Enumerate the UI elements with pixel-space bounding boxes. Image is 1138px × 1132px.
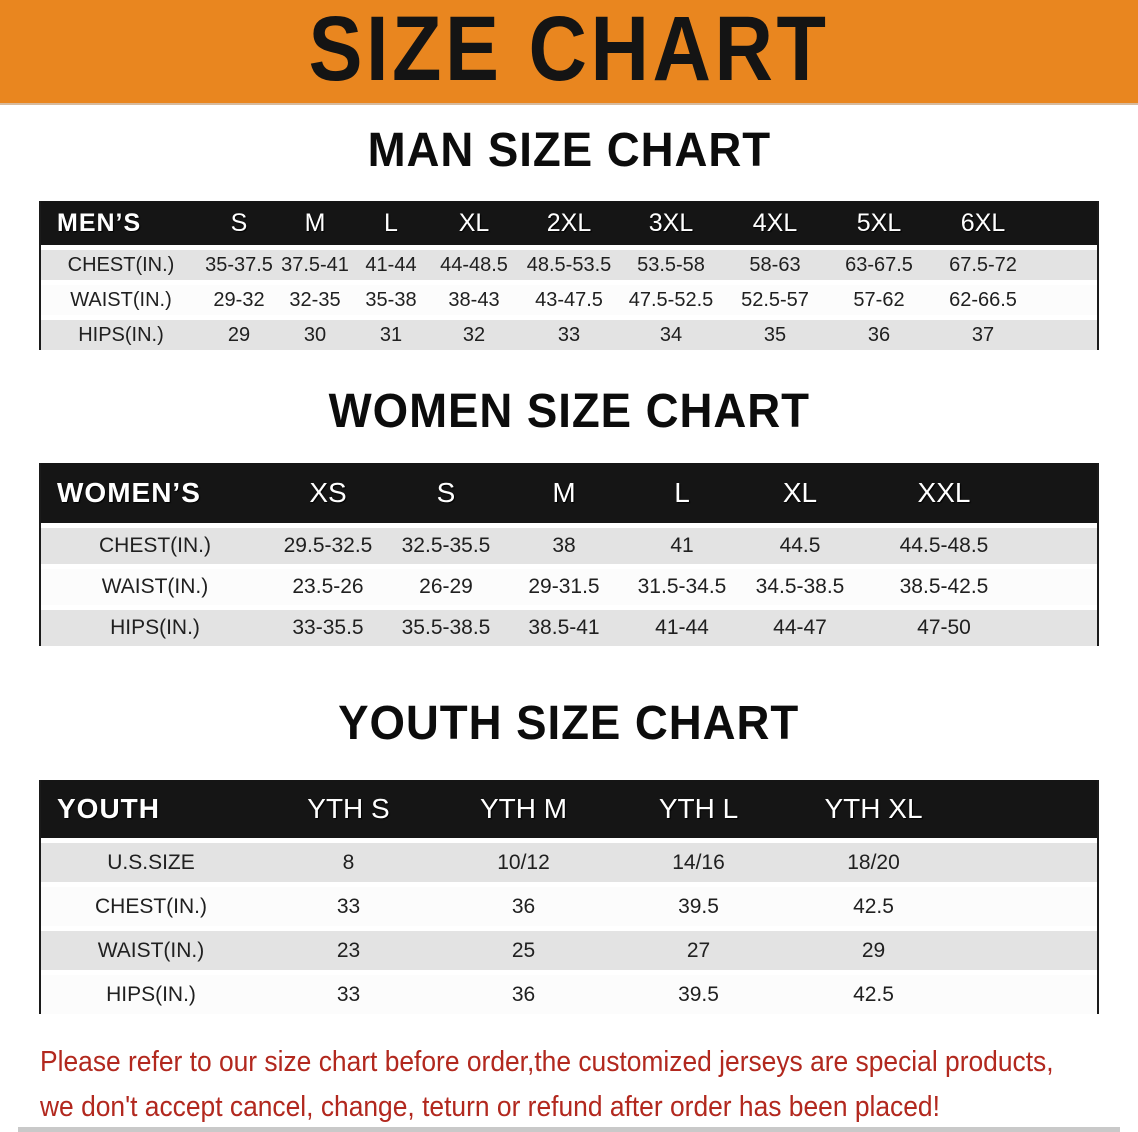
youth-size-table xyxy=(39,780,1099,1014)
youth-ussize-row xyxy=(41,843,1099,882)
youth-section-heading-text: YOUTH SIZE CHART xyxy=(338,697,800,750)
size-cell: 38-43 xyxy=(429,285,519,315)
youth-table-header-row xyxy=(41,780,1099,838)
size-cell: 35.5-38.5 xyxy=(387,610,505,646)
row-label-waist: WAIST(IN.) xyxy=(41,569,269,605)
size-cell: 52.5-57 xyxy=(723,285,827,315)
size-cell: 63-67.5 xyxy=(827,250,931,280)
size-cell: 44.5 xyxy=(741,528,859,564)
men-col-header: 6XL xyxy=(931,201,1035,245)
row-filler xyxy=(1029,569,1099,605)
size-cell: 14/16 xyxy=(611,843,786,882)
row-filler xyxy=(1029,528,1099,564)
women-col-header: XXL xyxy=(859,463,1029,523)
size-cell: 32 xyxy=(429,320,519,350)
women-col-header: L xyxy=(623,463,741,523)
row-filler xyxy=(1035,320,1099,350)
women-size-table-grid xyxy=(41,463,1099,646)
youth-col-header: YTH M xyxy=(436,780,611,838)
men-size-table-grid xyxy=(41,201,1099,350)
size-cell: 39.5 xyxy=(611,887,786,926)
men-size-table xyxy=(39,201,1099,350)
disclaimer-line-2: we don't accept cancel, change, teturn or refund after order has been placed! xyxy=(40,1091,940,1123)
size-cell: 36 xyxy=(827,320,931,350)
row-label-chest: CHEST(IN.) xyxy=(41,887,261,926)
size-cell: 47-50 xyxy=(859,610,1029,646)
size-cell: 10/12 xyxy=(436,843,611,882)
women-col-header: S xyxy=(387,463,505,523)
men-col-header: XL xyxy=(429,201,519,245)
size-cell: 37 xyxy=(931,320,1035,350)
row-filler xyxy=(961,843,1099,882)
size-cell: 25 xyxy=(436,931,611,970)
row-label-waist: WAIST(IN.) xyxy=(41,931,261,970)
size-cell: 18/20 xyxy=(786,843,961,882)
size-cell: 31.5-34.5 xyxy=(623,569,741,605)
size-cell: 62-66.5 xyxy=(931,285,1035,315)
women-chest-row xyxy=(41,528,1099,564)
youth-group-label: YOUTH xyxy=(41,780,261,838)
header-filler xyxy=(1035,201,1099,245)
youth-col-header: YTH XL xyxy=(786,780,961,838)
men-col-header: 4XL xyxy=(723,201,827,245)
row-filler xyxy=(1035,285,1099,315)
size-cell: 32-35 xyxy=(277,285,353,315)
size-cell: 23.5-26 xyxy=(269,569,387,605)
size-cell: 29-31.5 xyxy=(505,569,623,605)
row-label-hips: HIPS(IN.) xyxy=(41,975,261,1014)
header-filler xyxy=(961,780,1099,838)
row-label-hips: HIPS(IN.) xyxy=(41,320,201,350)
size-cell: 44-48.5 xyxy=(429,250,519,280)
size-cell: 38.5-41 xyxy=(505,610,623,646)
size-cell: 53.5-58 xyxy=(619,250,723,280)
size-cell: 30 xyxy=(277,320,353,350)
youth-section-heading xyxy=(0,697,1138,750)
size-cell: 41 xyxy=(623,528,741,564)
women-col-header: XL xyxy=(741,463,859,523)
women-section-heading xyxy=(0,385,1138,438)
men-group-label: MEN’S xyxy=(41,201,201,245)
men-col-header: L xyxy=(353,201,429,245)
youth-waist-row xyxy=(41,931,1099,970)
header-filler xyxy=(1029,463,1099,523)
women-hips-row xyxy=(41,610,1099,646)
women-section-heading-text: WOMEN SIZE CHART xyxy=(328,385,810,438)
women-table-header-row xyxy=(41,463,1099,523)
women-group-label: WOMEN’S xyxy=(41,463,269,523)
youth-chest-row xyxy=(41,887,1099,926)
row-label-waist: WAIST(IN.) xyxy=(41,285,201,315)
page-title: SIZE CHART xyxy=(308,0,830,100)
disclaimer-line-1: Please refer to our size chart before order,the customized jerseys are special products, xyxy=(40,1046,1054,1078)
size-cell: 37.5-41 xyxy=(277,250,353,280)
size-cell: 35 xyxy=(723,320,827,350)
men-section-heading xyxy=(0,124,1138,177)
men-col-header: 3XL xyxy=(619,201,723,245)
men-chest-row xyxy=(41,250,1099,280)
size-cell: 36 xyxy=(436,887,611,926)
size-cell: 42.5 xyxy=(786,975,961,1014)
size-cell: 33 xyxy=(261,975,436,1014)
row-filler xyxy=(961,887,1099,926)
size-cell: 35-38 xyxy=(353,285,429,315)
size-cell: 42.5 xyxy=(786,887,961,926)
size-cell: 44-47 xyxy=(741,610,859,646)
row-label-chest: CHEST(IN.) xyxy=(41,528,269,564)
size-cell: 29.5-32.5 xyxy=(269,528,387,564)
youth-col-header: YTH L xyxy=(611,780,786,838)
size-cell: 34 xyxy=(619,320,723,350)
size-cell: 29 xyxy=(786,931,961,970)
size-cell: 31 xyxy=(353,320,429,350)
youth-col-header: YTH S xyxy=(261,780,436,838)
size-cell: 44.5-48.5 xyxy=(859,528,1029,564)
size-cell: 33 xyxy=(519,320,619,350)
size-cell: 38.5-42.5 xyxy=(859,569,1029,605)
row-filler xyxy=(1029,610,1099,646)
size-cell: 33-35.5 xyxy=(269,610,387,646)
size-cell: 34.5-38.5 xyxy=(741,569,859,605)
row-label-us-size: U.S.SIZE xyxy=(41,843,261,882)
size-cell: 58-63 xyxy=(723,250,827,280)
size-cell: 27 xyxy=(611,931,786,970)
disclaimer xyxy=(0,1040,1138,1130)
women-col-header: XS xyxy=(269,463,387,523)
women-col-header: M xyxy=(505,463,623,523)
men-col-header: 2XL xyxy=(519,201,619,245)
size-cell: 48.5-53.5 xyxy=(519,250,619,280)
men-hips-row xyxy=(41,320,1099,350)
size-cell: 39.5 xyxy=(611,975,786,1014)
row-filler xyxy=(1035,250,1099,280)
bottom-edge-artifact xyxy=(18,1127,1120,1132)
men-section-heading-text: MAN SIZE CHART xyxy=(367,124,771,177)
size-cell: 43-47.5 xyxy=(519,285,619,315)
men-waist-row xyxy=(41,285,1099,315)
size-cell: 47.5-52.5 xyxy=(619,285,723,315)
size-cell: 32.5-35.5 xyxy=(387,528,505,564)
row-label-hips: HIPS(IN.) xyxy=(41,610,269,646)
size-cell: 38 xyxy=(505,528,623,564)
youth-hips-row xyxy=(41,975,1099,1014)
women-size-table xyxy=(39,463,1099,646)
size-cell: 41-44 xyxy=(353,250,429,280)
women-waist-row xyxy=(41,569,1099,605)
size-cell: 67.5-72 xyxy=(931,250,1035,280)
row-filler xyxy=(961,931,1099,970)
size-cell: 36 xyxy=(436,975,611,1014)
men-col-header: S xyxy=(201,201,277,245)
size-cell: 29-32 xyxy=(201,285,277,315)
row-filler xyxy=(961,975,1099,1014)
size-cell: 23 xyxy=(261,931,436,970)
size-cell: 41-44 xyxy=(623,610,741,646)
size-cell: 29 xyxy=(201,320,277,350)
size-cell: 8 xyxy=(261,843,436,882)
size-cell: 35-37.5 xyxy=(201,250,277,280)
youth-size-table-grid xyxy=(41,780,1099,1014)
row-label-chest: CHEST(IN.) xyxy=(41,250,201,280)
size-cell: 33 xyxy=(261,887,436,926)
men-col-header: M xyxy=(277,201,353,245)
size-cell: 26-29 xyxy=(387,569,505,605)
banner xyxy=(0,0,1138,103)
men-table-header-row xyxy=(41,201,1099,245)
size-cell: 57-62 xyxy=(827,285,931,315)
men-col-header: 5XL xyxy=(827,201,931,245)
